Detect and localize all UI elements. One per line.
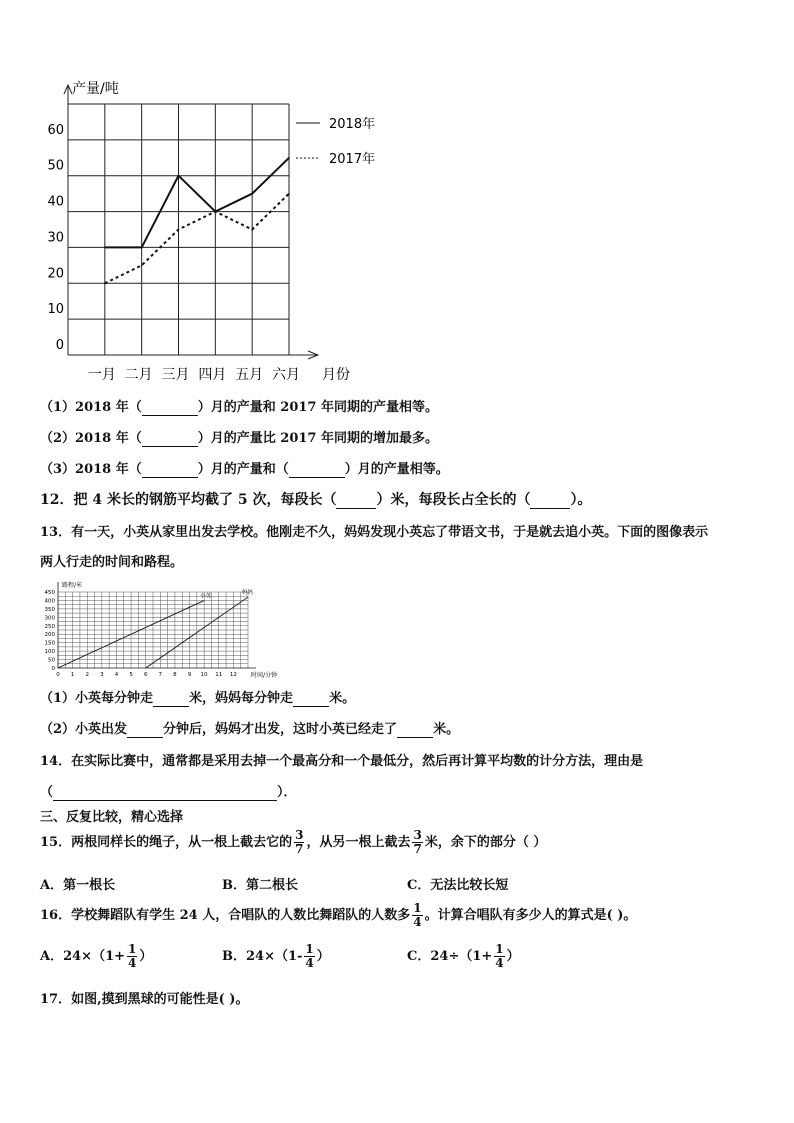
chart1-y-tick-label: 60 bbox=[47, 122, 64, 138]
chart2-x-tick-label: 8 bbox=[173, 672, 177, 678]
chart1-legend bbox=[296, 116, 375, 167]
q15-option-b[interactable]: B．第二根长 bbox=[222, 878, 298, 893]
q13-text-line1: 13．有一天，小英从家里出发去学校。他刚走不久，妈妈发现小英忘了带语文书，于是就去追小英。下面的图像表示 bbox=[40, 525, 709, 540]
chart2-y-tick-label: 0 bbox=[51, 666, 55, 672]
chart2-x-tick-label: 11 bbox=[215, 672, 223, 678]
chart1-x-tick-label: 三月 bbox=[161, 367, 190, 383]
chart2-x-tick-label: 5 bbox=[129, 672, 133, 678]
chart1-data-point bbox=[288, 157, 290, 159]
q11-3-blank-b[interactable] bbox=[289, 462, 345, 478]
chart1-x-tick-label: 二月 bbox=[124, 367, 153, 383]
q13-text-line2: 两人行走的时间和路程。 bbox=[40, 555, 184, 570]
q13-1-blank-a[interactable] bbox=[153, 691, 189, 707]
chart1-data-point bbox=[141, 247, 143, 249]
chart2-x-tick-label: 4 bbox=[114, 672, 119, 678]
chart2-x-tick-label: 1 bbox=[70, 672, 75, 678]
q11-item-1: （1）2018 年（ ）月的产量和 2017 年同期的产量相等。 bbox=[40, 400, 438, 415]
chart1-data-point bbox=[288, 193, 290, 195]
chart1-series-solid-line bbox=[105, 158, 289, 248]
chart1-y-axis-label: 产量/吨 bbox=[72, 81, 119, 97]
chart1-data-point bbox=[104, 247, 106, 249]
q11-item-3: （3）2018 年（ ）月的产量和（ ）月的产量相等。 bbox=[40, 462, 449, 477]
q14-text: 14．在实际比赛中，通常都是采用去掉一个最高分和一个最低分，然后再计算平均数的计分方法，理由是 bbox=[40, 754, 644, 769]
q11-3-blank-a[interactable] bbox=[142, 462, 198, 478]
q15-option-c[interactable]: C．无法比较长短 bbox=[407, 878, 509, 893]
chart2-y-tick-label: 450 bbox=[44, 590, 55, 596]
chart1-x-tick-label: 五月 bbox=[235, 367, 264, 383]
q13-2-blank-a[interactable] bbox=[127, 722, 163, 738]
chart2-y-tick-label: 150 bbox=[44, 640, 55, 647]
chart1-series-dashed-line bbox=[105, 194, 289, 284]
q15-fraction-2: $\frac{3}{7}$ bbox=[413, 828, 422, 856]
q13-2-blank-b[interactable] bbox=[397, 722, 433, 738]
chart2-x-tick-label: 7 bbox=[158, 672, 163, 678]
chart1-data-point bbox=[178, 175, 180, 177]
chart1-axes bbox=[64, 85, 318, 359]
chart2-x-tick-label: 3 bbox=[100, 672, 104, 678]
chart1-x-axis-label: 月份 bbox=[322, 367, 350, 383]
chart1-y-tick-label: 10 bbox=[47, 302, 64, 318]
chart2-y-tick-label: 400 bbox=[44, 598, 55, 605]
q12-blank-b[interactable] bbox=[530, 492, 570, 509]
chart1-y-ticks bbox=[47, 123, 64, 353]
chart2-y-tick-label: 250 bbox=[44, 623, 55, 630]
chart1-data-point bbox=[141, 265, 143, 267]
chart2-grid bbox=[58, 592, 248, 668]
section-3-title: 三、反复比较，精心选择 bbox=[40, 810, 184, 825]
chart1-data-point bbox=[178, 229, 180, 231]
q14-blank[interactable] bbox=[53, 785, 277, 801]
q16-fraction: $\frac{1}{4}$ bbox=[413, 901, 422, 929]
q13-1-blank-b[interactable] bbox=[293, 691, 329, 707]
q17: 17．如图,摸到黑球的可能性是( )。 bbox=[40, 992, 249, 1007]
chart2-x-tick-label: 10 bbox=[200, 672, 208, 678]
q16-option-c[interactable]: C．24÷（1+ $\frac{1}{4}$ ） bbox=[407, 942, 520, 970]
chart1-y-tick-label: 30 bbox=[47, 230, 64, 246]
chart1-data-point bbox=[251, 229, 253, 231]
chart1-data-point bbox=[215, 211, 217, 213]
chart2-series-label: 妈妈 bbox=[242, 590, 254, 597]
chart2-x-ticks bbox=[56, 672, 237, 678]
q12-blank-a[interactable] bbox=[336, 492, 376, 509]
chart2-x-axis-label: 时间/分钟 bbox=[251, 672, 278, 679]
chart1-y-tick-label: 40 bbox=[47, 194, 64, 210]
chart2-y-tick-label: 300 bbox=[44, 615, 55, 622]
chart1-x-tick-label: 六月 bbox=[272, 367, 300, 383]
chart1-x-tick-label: 四月 bbox=[198, 367, 227, 383]
q13-item-1: （1）小英每分钟走 米，妈妈每分钟走 米。 bbox=[40, 691, 356, 706]
chart2-y-tick-label: 50 bbox=[48, 657, 55, 664]
production-line-chart bbox=[0, 0, 400, 390]
walking-distance-chart bbox=[30, 578, 280, 682]
chart2-x-tick-label: 0 bbox=[56, 672, 60, 678]
chart1-legend-label: 2018年 bbox=[329, 117, 376, 132]
chart2-y-tick-label: 200 bbox=[44, 632, 55, 639]
q14-answer-line: （ ）． bbox=[40, 785, 297, 800]
chart2-x-tick-label: 12 bbox=[229, 672, 237, 678]
chart1-y-tick-label: 50 bbox=[47, 158, 64, 174]
q15-fraction-1: $\frac{3}{7}$ bbox=[295, 828, 304, 856]
chart2-y-axis-label: 路程/米 bbox=[62, 582, 83, 589]
q12: 12．把 4 米长的钢筋平均截了 5 次，每段长（ ）米，每段长占全长的（ ）。 bbox=[40, 492, 592, 508]
q15: 15．两根同样长的绳子，从一根上截去它的 $\frac{3}{7}$ ，从另一根上截去 $\frac{3}{7}$ 米，余下的部分（ ） bbox=[40, 828, 547, 856]
chart2-y-tick-label: 350 bbox=[44, 606, 55, 613]
q11-item-2: （2）2018 年（ ）月的产量比 2017 年同期的增加最多。 bbox=[40, 431, 438, 446]
q16-option-a-fraction: $\frac{1}{4}$ bbox=[128, 942, 137, 970]
q16-option-c-fraction: $\frac{1}{4}$ bbox=[495, 942, 504, 970]
q16: 16．学校舞蹈队有学生 24 人，合唱队的人数比舞蹈队的人数多 $\frac{1}{4}$ 。计算合唱队有多少人的算式是( )。 bbox=[40, 901, 637, 929]
chart1-x-ticks bbox=[88, 367, 300, 383]
chart1-y-tick-label: 20 bbox=[47, 266, 64, 282]
chart1-y-tick-label: 0 bbox=[55, 338, 64, 353]
q13-item-2: （2）小英出发 分钟后，妈妈才出发，这时小英已经走了 米。 bbox=[40, 722, 460, 737]
chart2-x-tick-label: 6 bbox=[143, 672, 148, 678]
q11-1-blank[interactable] bbox=[142, 400, 198, 416]
chart2-x-tick-label: 2 bbox=[85, 672, 89, 678]
chart2-y-ticks bbox=[45, 590, 56, 672]
q11-2-blank[interactable] bbox=[142, 431, 198, 447]
chart2-series-label: 小英 bbox=[200, 593, 212, 600]
chart2-x-tick-label: 9 bbox=[187, 672, 192, 678]
chart1-x-tick-label: 一月 bbox=[87, 367, 116, 383]
q16-option-b-fraction: $\frac{1}{4}$ bbox=[305, 942, 314, 970]
chart1-data-point bbox=[104, 282, 106, 284]
chart1-legend-label: 2017年 bbox=[329, 152, 376, 167]
q16-option-a[interactable]: A．24×（1+ $\frac{1}{4}$ ） bbox=[40, 942, 153, 970]
q15-option-a[interactable]: A．第一根长 bbox=[40, 878, 116, 893]
q16-option-b[interactable]: B．24×（1- $\frac{1}{4}$ ） bbox=[222, 942, 330, 970]
chart1-data-point bbox=[251, 193, 253, 195]
chart2-y-tick-label: 100 bbox=[44, 649, 55, 656]
